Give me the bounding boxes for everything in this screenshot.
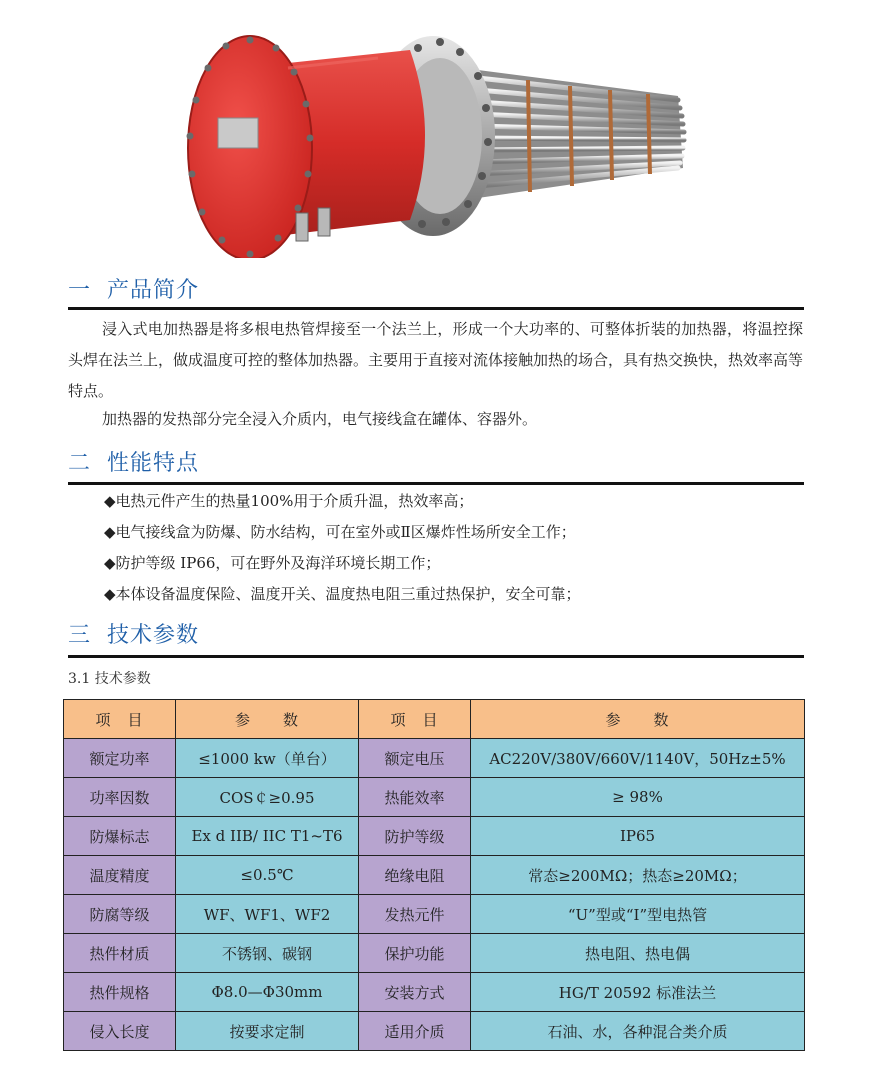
intro-paragraph: 浸入式电加热器是将多根电热管焊接至一个法兰上，形成一个大功率的、可整体折装的加热器，将温控探头焊在法兰上，做成温度可控的整体加热器。主要用于直接对流体接触加热的场合，具有热交换快，热效率高等特点。 xyxy=(68,320,804,400)
heater-illustration xyxy=(178,8,698,258)
section-title-intro: 一 产品简介 xyxy=(68,278,200,303)
table-row xyxy=(64,817,805,856)
param-label: 保护功能 xyxy=(359,934,471,973)
product-image xyxy=(178,8,698,258)
param-label: 防护等级 xyxy=(359,817,471,856)
param-label: 发热元件 xyxy=(359,895,471,934)
param-value: 按要求定制 xyxy=(176,1012,359,1051)
table-header-row xyxy=(64,700,805,739)
param-label: 侵入长度 xyxy=(64,1012,176,1051)
feature-item: ◆电热元件产生的热量100%用于介质升温，热效率高； xyxy=(104,492,474,510)
table-row xyxy=(64,778,805,817)
section-divider xyxy=(68,307,804,310)
table-header-cell: 参 数 xyxy=(176,700,359,739)
param-label: 防腐等级 xyxy=(64,895,176,934)
param-label: 热能效率 xyxy=(359,778,471,817)
param-value: 不锈钢、碳钢 xyxy=(176,934,359,973)
param-label: 安装方式 xyxy=(359,973,471,1012)
param-value: ≥ 98% xyxy=(471,778,805,817)
spec-table xyxy=(63,699,805,1051)
feature-item: ◆防护等级 IP66，可在野外及海洋环境长期工作； xyxy=(104,554,441,572)
param-value: IP65 xyxy=(471,817,805,856)
table-row xyxy=(64,856,805,895)
param-value: ≤1000 kw（单台） xyxy=(176,739,359,778)
section-title-specs: 三 技术参数 xyxy=(68,623,200,648)
subsection-title: 3.1 技术参数 xyxy=(68,671,151,687)
param-label: 热件规格 xyxy=(64,973,176,1012)
param-value: ≤0.5℃ xyxy=(176,856,359,895)
table-header-cell: 参 数 xyxy=(471,700,805,739)
table-row xyxy=(64,973,805,1012)
param-label: 温度精度 xyxy=(64,856,176,895)
param-value: 石油、水，各种混合类介质 xyxy=(471,1012,805,1051)
param-value: AC220V/380V/660V/1140V，50Hz±5% xyxy=(471,739,805,778)
param-value: Ex d IIB/ IIC T1~T6 xyxy=(176,817,359,856)
param-label: 额定功率 xyxy=(64,739,176,778)
param-value: HG/T 20592 标准法兰 xyxy=(471,973,805,1012)
table-row xyxy=(64,895,805,934)
table-row xyxy=(64,739,805,778)
param-label: 防爆标志 xyxy=(64,817,176,856)
param-label: 适用介质 xyxy=(359,1012,471,1051)
intro-paragraph-2: 加热器的发热部分完全浸入介质内，电气接线盒在罐体、容器外。 xyxy=(102,410,538,428)
param-value: “U”型或“Ⅰ”型电热管 xyxy=(471,895,805,934)
param-value: 常态≥200MΩ；热态≥20MΩ； xyxy=(471,856,805,895)
param-label: 额定电压 xyxy=(359,739,471,778)
junction-box xyxy=(187,36,426,258)
param-label: 绝缘电阻 xyxy=(359,856,471,895)
feature-item: ◆电气接线盒为防爆、防水结构，可在室外或Ⅱ区爆炸性场所安全工作； xyxy=(104,523,576,541)
section-divider xyxy=(68,655,804,658)
param-value: 热电阻、热电偶 xyxy=(471,934,805,973)
feature-list xyxy=(104,486,804,610)
table-row xyxy=(64,934,805,973)
param-value: WF、WF1、WF2 xyxy=(176,895,359,934)
param-value: COS￠≥0.95 xyxy=(176,778,359,817)
param-label: 热件材质 xyxy=(64,934,176,973)
table-header-cell: 项 目 xyxy=(359,700,471,739)
table-row xyxy=(64,1012,805,1051)
feature-item: ◆本体设备温度保险、温度开关、温度热电阻三重过热保护，安全可靠； xyxy=(104,585,581,603)
heating-tubes xyxy=(478,70,684,198)
param-label: 功率因数 xyxy=(64,778,176,817)
table-header-cell: 项 目 xyxy=(64,700,176,739)
param-value: Φ8.0—Φ30mm xyxy=(176,973,359,1012)
section-title-features: 二 性能特点 xyxy=(68,451,200,476)
section-divider xyxy=(68,482,804,485)
